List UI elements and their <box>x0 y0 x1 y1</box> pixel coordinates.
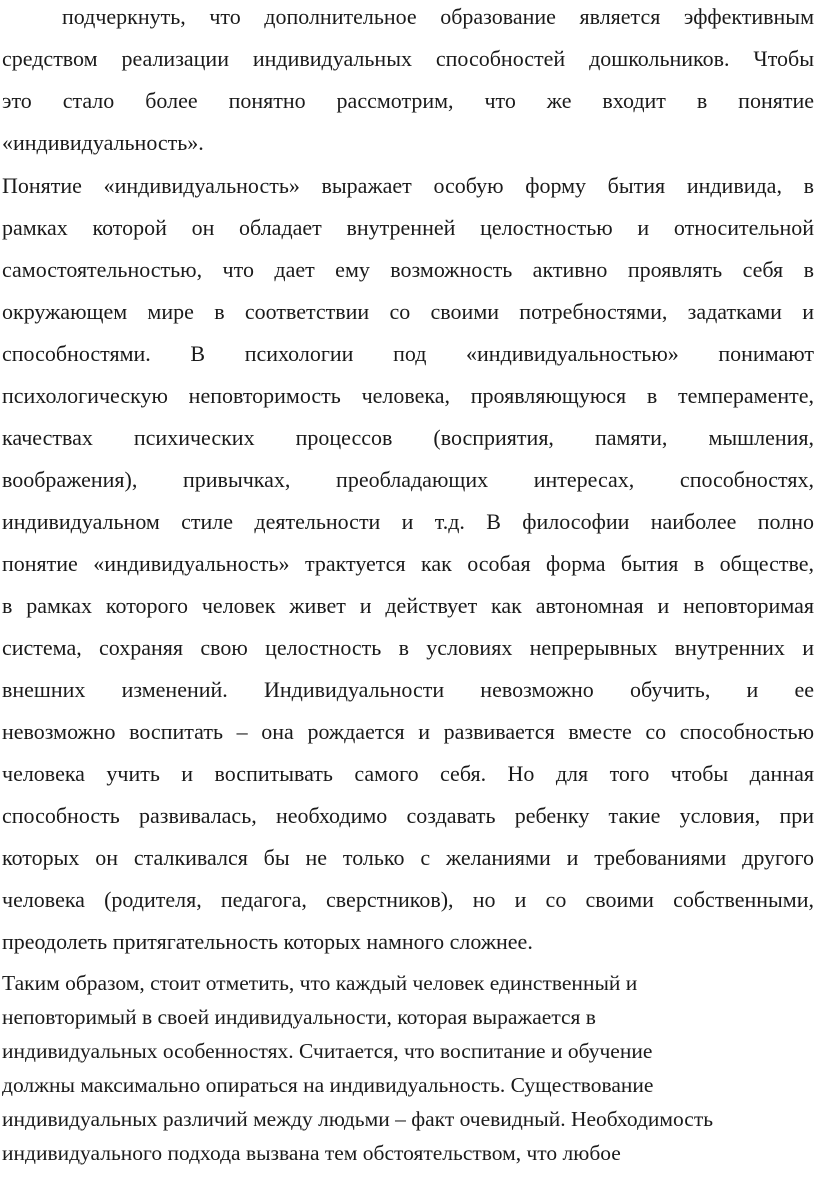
paragraph-line: неповторимый в своей индивидуальности, которая выражается в <box>2 1005 596 1029</box>
paragraph-line: воображения), привычках, преобладающих интересах, способностях, <box>2 467 814 492</box>
paragraph-line: человека учить и воспитывать самого себя. Но для того чтобы данная <box>2 761 814 786</box>
paragraph-line: самостоятельностью, что дает ему возможность активно проявлять себя в <box>2 257 814 282</box>
paragraph-line: Таким образом, стоит отметить, что каждый человек единственный и <box>2 971 638 995</box>
paragraph-line: психологическую неповторимость человека, проявляющуюся в темпераменте, <box>2 383 814 408</box>
paragraph-line: способность развивалась, необходимо создавать ребенку такие условия, при <box>2 803 814 828</box>
paragraph-line: качествах психических процессов (восприятия, памяти, мышления, <box>2 425 814 450</box>
paragraph-line: невозможно воспитать – она рождается и развивается вместе со способностью <box>2 719 814 744</box>
paragraph-line: рамках которой он обладает внутренней целостностью и относительной <box>2 215 814 240</box>
paragraph-line: это стало более понятно рассмотрим, что же входит в понятие <box>2 88 814 113</box>
paragraph-line: средством реализации индивидуальных способностей дошкольников. Чтобы <box>2 46 814 71</box>
paragraph-line: в рамках которого человек живет и действует как автономная и неповторимая <box>2 593 814 618</box>
paragraph-line: Понятие «индивидуальность» выражает особую форму бытия индивида, в <box>2 173 814 198</box>
paragraph-line: должны максимально опираться на индивидуальность. Существование <box>2 1073 654 1097</box>
paragraph-line: индивидуального подхода вызвана тем обстоятельством, что любое <box>2 1141 621 1165</box>
paragraph-line: подчеркнуть, что дополнительное образование является эффективным <box>62 4 814 29</box>
paragraph-line: преодолеть притягательность которых намного сложнее. <box>2 929 533 954</box>
paragraph-line: индивидуальном стиле деятельности и т.д. В философии наиболее полно <box>2 509 814 534</box>
paragraph-line: которых он сталкивался бы не только с желаниями и требованиями другого <box>2 845 814 870</box>
paragraph-line: система, сохраняя свою целостность в условиях непрерывных внутренних и <box>2 635 814 660</box>
paragraph-line: человека (родителя, педагога, сверстников), но и со своими собственными, <box>2 887 814 912</box>
paragraph-line: понятие «индивидуальность» трактуется как особая форма бытия в обществе, <box>2 551 814 576</box>
paragraph-line: внешних изменений. Индивидуальности невозможно обучить, и ее <box>2 677 814 702</box>
paragraph-line: способностями. В психологии под «индивидуальностью» понимают <box>2 341 814 366</box>
paragraph-line: «индивидуальность». <box>2 130 204 155</box>
paragraph-line: окружающем мире в соответствии со своими потребностями, задатками и <box>2 299 814 324</box>
paragraph-line: индивидуальных особенностях. Считается, что воспитание и обучение <box>2 1039 653 1063</box>
paragraph-line: индивидуальных различий между людьми – факт очевидный. Необходимость <box>2 1107 714 1131</box>
